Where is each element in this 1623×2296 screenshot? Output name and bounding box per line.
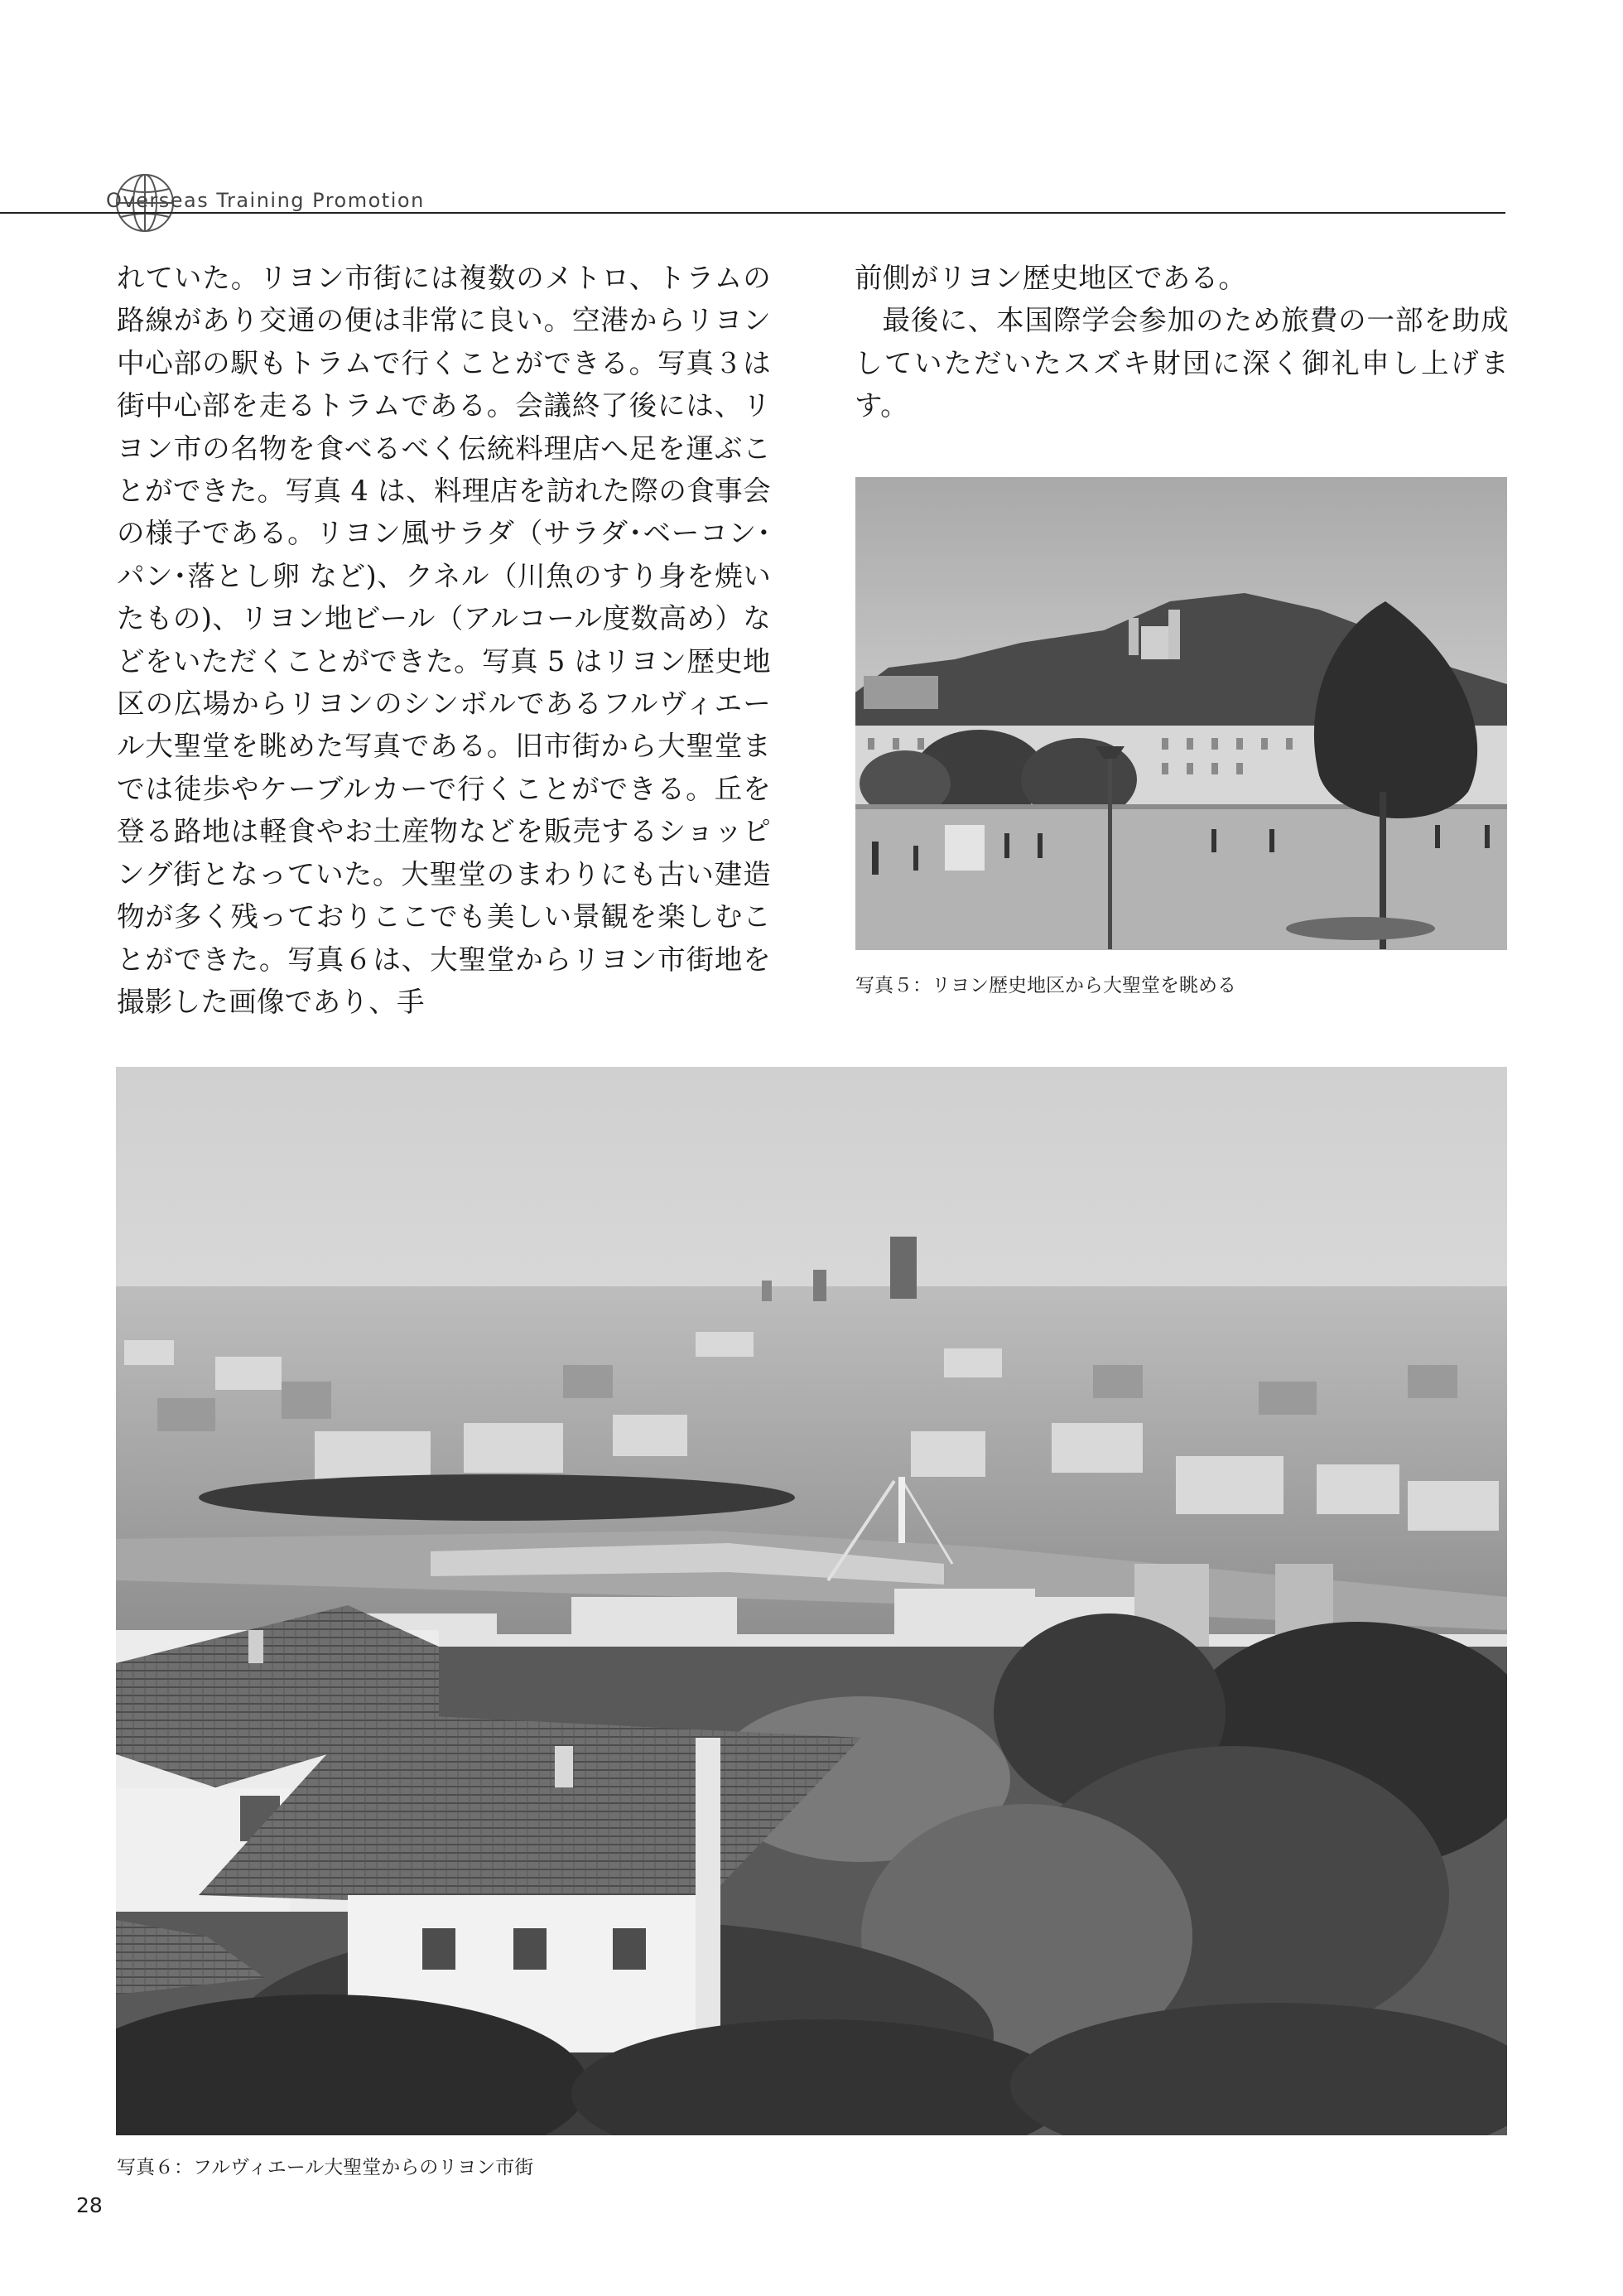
photo-5-caption: 写真５：リヨン歴史地区から大聖堂を眺める [855,975,1236,996]
body-paragraph: れていた。リヨン市街には複数のメトロ、トラムの路線があり交通の便は非常に良い。空港からリヨン中心部の駅もトラムで行くことができる。写真３は街中心部を走るトラムである。会議終了後には、リヨン市の名物を食べるべく伝統料理店へ足を運ぶことができた。写真 4 は、料理店を訪れた際の食事会の様子である。リヨン風サラダ（サラダ･ベーコン･パン･落とし卵 など)、クネル（川魚のすり身を焼いたもの)、リヨン地ビール（アルコール度数高め）などをいただくことができた。写真 5 はリヨン歴史地区の広場からリヨンのシンボルであるフルヴィエール大聖堂を眺めた写真である。旧市街から大聖堂までは徒歩やケーブルカーで行くことができる。丘を登る路地は軽食やお土産物などを販売するショッピング街となっていた。大聖堂のまわりにも古い建造物が多く残っておりここでも美しい景観を楽しむことができた。写真６は、大聖堂からリヨン市街地を撮影した画像であり、手 [117,262,771,1018]
photo-6-caption: 写真６：フルヴィエール大聖堂からのリヨン市街 [117,2157,534,2178]
section-title: Overseas Training Promotion [106,189,425,212]
header-rule [0,212,1505,214]
acknowledgement-paragraph: 最後に、本国際学会参加のため旅費の一部を助成していただいたスズキ財団に深く御礼申し上げます。 [855,304,1509,422]
page-number: 28 [76,2193,103,2217]
photo-6-city-view [116,1067,1507,2135]
photo-6-image [116,1067,1507,2135]
photo-5-cathedral-view [855,477,1507,950]
photo-5-image [855,477,1507,950]
body-text-left-column [117,257,771,1023]
body-paragraph: 前側がリヨン歴史地区である。 [855,262,1247,294]
body-text-right-column [855,257,1509,427]
page-header [0,157,1623,240]
